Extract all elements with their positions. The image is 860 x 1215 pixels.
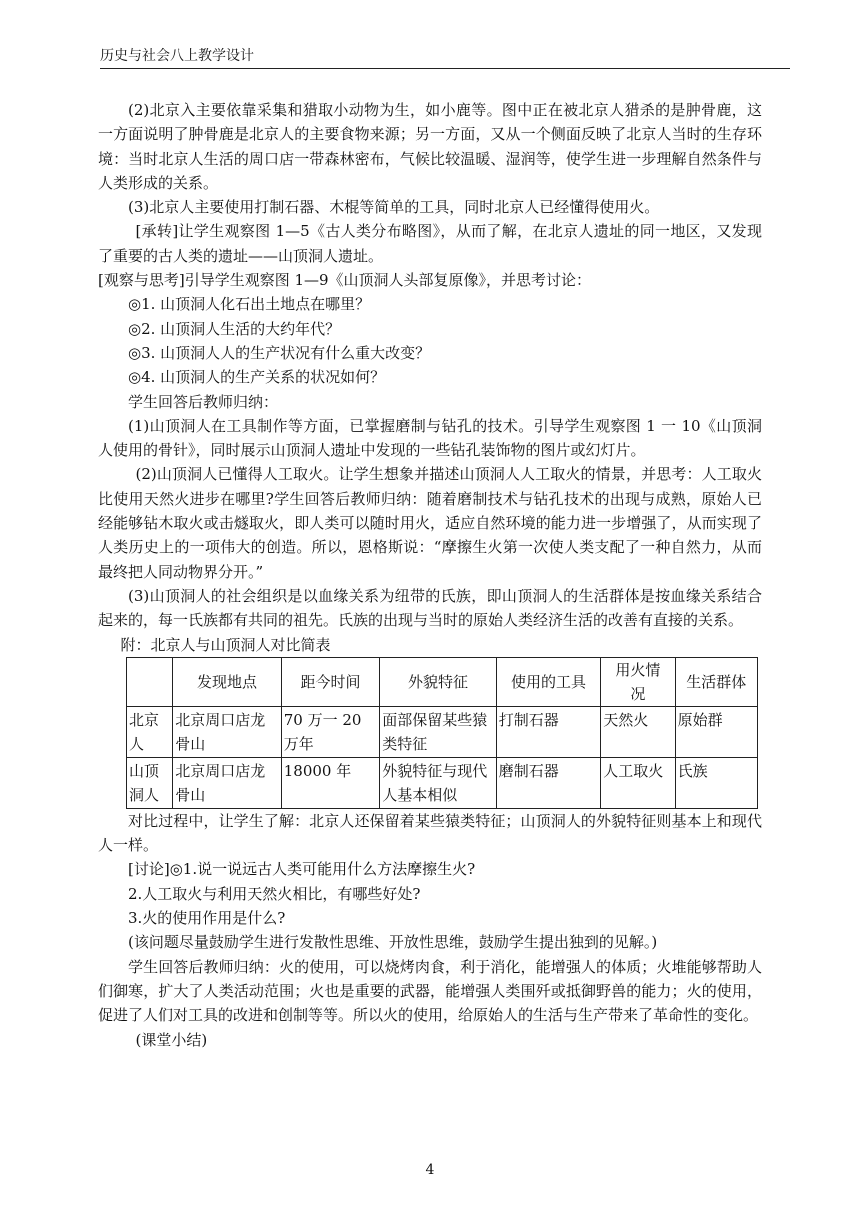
page-number: 4 <box>425 1162 435 1178</box>
paragraph: (3)北京人主要使用打制石器、木棍等简单的工具，同时北京人已经懂得使用火。 <box>128 198 660 217</box>
paragraph: (2)北京入主要依靠采集和猎取小动物为生，如小鹿等。图中正在被北京人猎杀的是肿骨鹿，这一方面说明了肿骨鹿是北京人的主要食物来源；另一方面，又从一个侧面反映了北京人当时的生存环境：当时北京人生活的周口店一带森林密布，气候比较温暖、湿润等，使学生进一步理解自然条件与人类形成的关系。 <box>98 101 762 192</box>
table-cell: 磨制石器 <box>496 757 600 808</box>
table-cell: 70 万一 20 万年 <box>281 706 379 757</box>
question-item: ◎4. 山顶洞人的生产关系的状况如何？ <box>128 368 386 387</box>
paragraph: (2)山顶洞人已懂得人工取火。让学生想象并描述山顶洞人人工取火的情景，并思考：人工取火比使用天然火进步在哪里?学生回答后教师归纳：随着磨制技术与钻孔技术的出现与成熟，原始人已经能够钻木取火或击燧取火，即人类可以随时用火，适应自然环境的能力进一步增强了，从而实现了人类历史上的一项伟大的创造。所以，恩格斯说：“摩擦生火第一次使人类支配了一种自然力，从而最终把人同动物界分开。” <box>98 465 762 581</box>
question-item: ◎3. 山顶洞人人的生产状况有什么重大改变？ <box>128 343 431 362</box>
table-cell: 原始群 <box>675 706 757 757</box>
table-cell: 天然火 <box>601 706 675 757</box>
table-cell: 外貌特征与现代人基本相似 <box>380 757 497 808</box>
table-cell: 山顶洞人 <box>127 757 173 808</box>
question-item: ◎1. 山顶洞人化石出土地点在哪里？ <box>128 295 371 314</box>
header-rule <box>100 68 790 69</box>
paragraph: (该问题尽量鼓励学生进行发散性思维、开放性思维，鼓励学生提出独到的见解。) <box>128 933 658 952</box>
question-item: ◎2. 山顶洞人生活的大约年代？ <box>128 319 341 338</box>
paragraph: [承转]让学生观察图 1—5《古人类分布略图》，从而了解，在北京人遗址的同一地区，又发现了重要的古人类的遗址——山顶洞人遗址。 <box>98 222 762 265</box>
section-label: (课堂小结) <box>135 1030 208 1049</box>
table-row <box>127 706 758 757</box>
table-header-cell: 外貌特征 <box>380 657 497 706</box>
paragraph: 3.火的使用作用是什么? <box>128 909 286 928</box>
table-cell: 北京人 <box>127 706 173 757</box>
paragraph: (1)山顶洞人在工具制作等方面，已掌握磨制与钻孔的技术。引导学生观察图 1 一 10《山顶洞人使用的骨针》，同时展示山顶洞人遗址中发现的一些钻孔装饰物的图片或幻灯片。 <box>98 416 762 460</box>
comparison-table <box>126 657 758 809</box>
running-header: 历史与社会八上教学设计 <box>100 48 254 64</box>
paragraph: 对比过程中，让学生了解：北京人还保留着某些猿类特征；山顶洞人的外貌特征则基本上和现代人一样。 <box>98 811 762 855</box>
table-cell: 氏族 <box>675 757 757 808</box>
table-header-cell: 使用的工具 <box>496 657 600 706</box>
paragraph: 学生回答后教师归纳：火的使用，可以烧烤肉食，利于消化，能增强人的体质；火堆能够帮助人们御寒，扩大了人类活动范围；火也是重要的武器，能增强人类围歼或抵御野兽的能力；火的使用，促进了人们对工具的改进和创制等等。所以火的使用，给原始人的生活与生产带来了革命性的变化。 <box>98 957 762 1025</box>
table-row <box>127 757 758 808</box>
table-header-cell: 距今时间 <box>281 657 379 706</box>
table-caption: 附：北京人与山顶洞人对比简表 <box>120 635 331 654</box>
table-header-cell: 用火情况 <box>601 657 675 706</box>
paragraph: 学生回答后教师归纳： <box>128 392 279 411</box>
table-header-row <box>127 657 758 706</box>
table-header-cell: 发现地点 <box>173 657 282 706</box>
document-body <box>98 98 762 1052</box>
paragraph: (3)山顶洞人的社会组织是以血缘关系为纽带的氏族，即山顶洞人的生活群体是按血缘关系结合起来的，每一氏族都有共同的祖先。氏族的出现与当时的原始人类经济生活的改善有直接的关系。 <box>98 586 762 630</box>
paragraph: [观察与思考]引导学生观察图 1—9《山顶洞人头部复原像》，并思考讨论： <box>98 271 592 290</box>
table-cell: 人工取火 <box>601 757 675 808</box>
table-cell: 打制石器 <box>496 706 600 757</box>
table-cell: 北京周口店龙骨山 <box>173 706 282 757</box>
table-cell: 面部保留某些猿类特征 <box>380 706 497 757</box>
table-header-cell: 生活群体 <box>675 657 757 706</box>
table-header-cell <box>127 657 173 706</box>
paragraph: 2.人工取火与利用天然火相比，有哪些好处? <box>128 884 421 903</box>
paragraph: [讨论]◎1.说一说远古人类可能用什么方法摩擦生火? <box>128 860 476 879</box>
table-cell: 北京周口店龙骨山 <box>173 757 282 808</box>
table-cell: 18000 年 <box>281 757 379 808</box>
